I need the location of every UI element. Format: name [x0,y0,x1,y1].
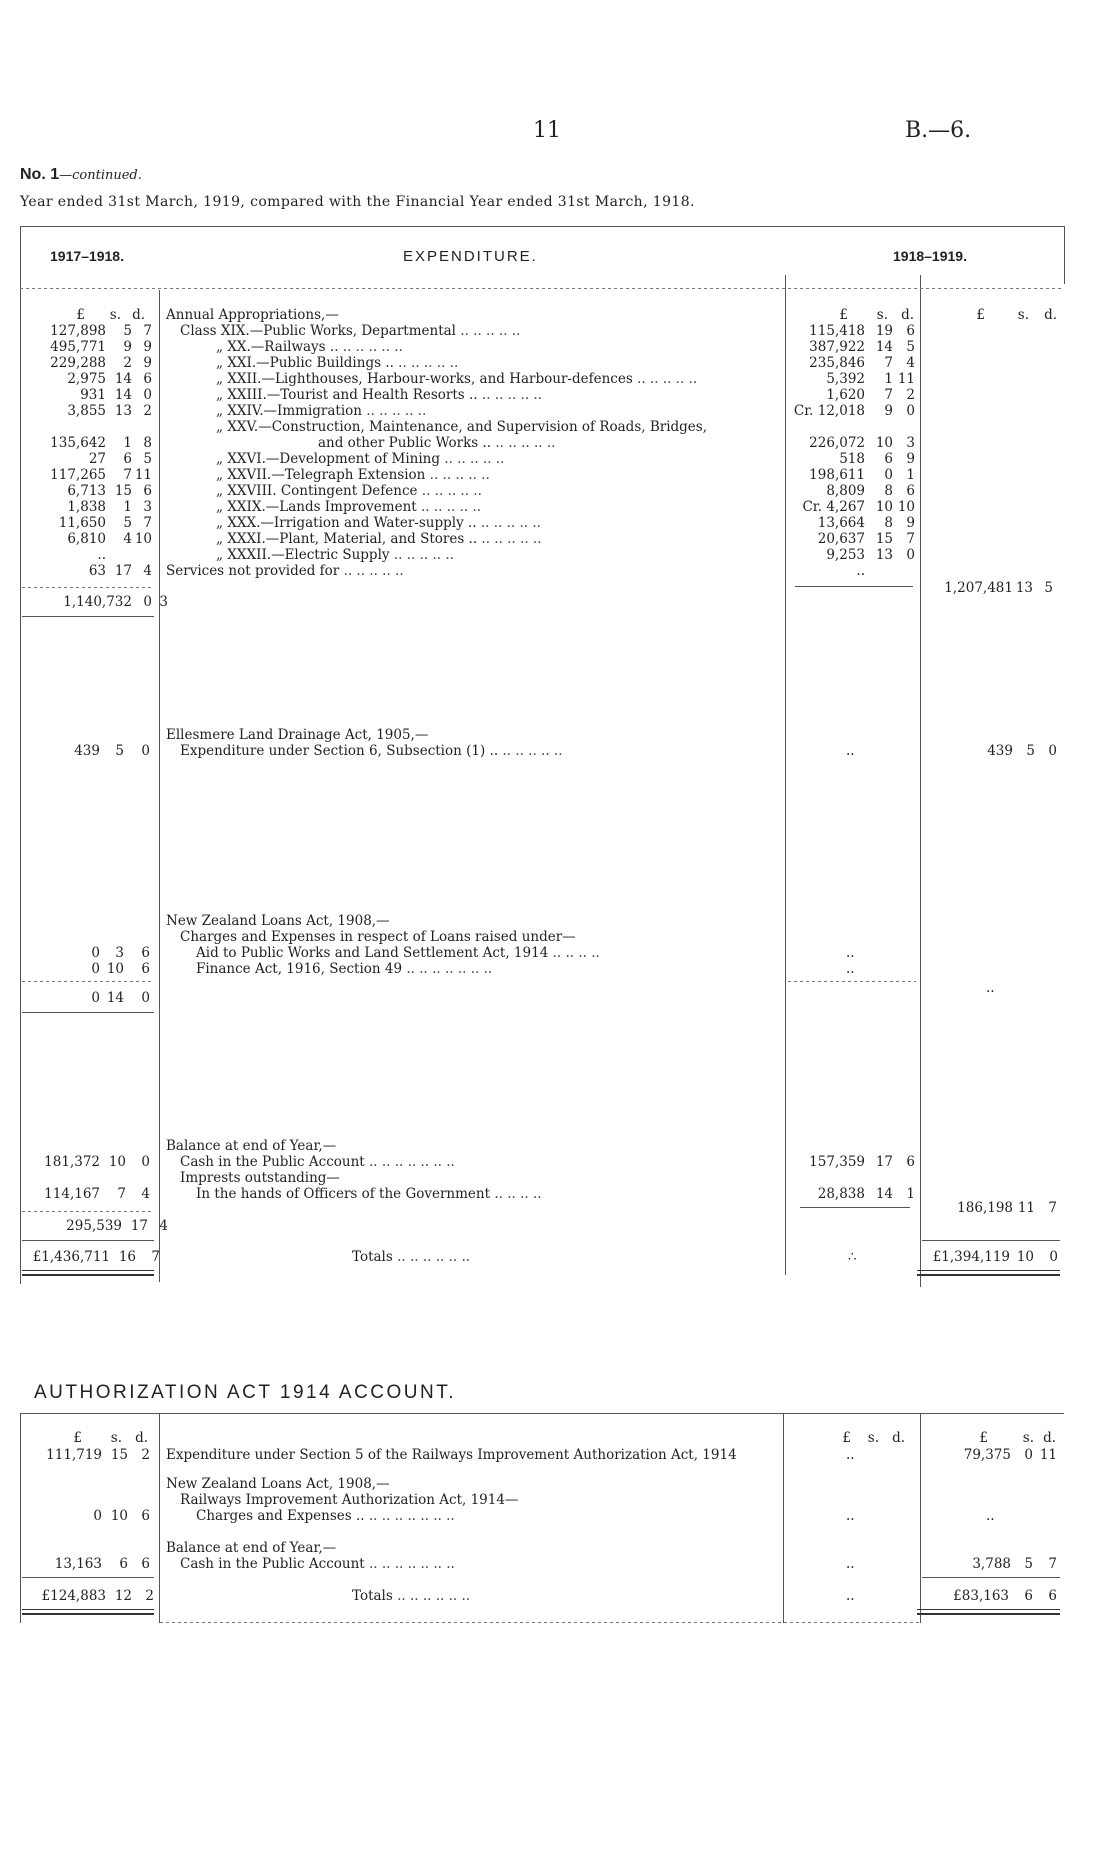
header-1918-1919: 1918–1919. [893,248,967,264]
auth-totals-cur-double-rule-1 [917,1609,1060,1610]
balance-cash-prev: 181,372 10 0 [44,1154,150,1170]
loans-row-2-prev: 0 10 6 [91,961,150,977]
annual-detail-subtotal-rule [795,586,913,587]
auth-loans-line: Charges and Expenses .. .. .. .. .. .. .. .. [196,1508,455,1524]
totals-top-rule-cur [922,1240,1060,1241]
balance-cash: Cash in the Public Account .. .. .. .. .. .. .. [180,1154,455,1170]
auth-row1-cur: 79,375 0 11 [963,1447,1057,1463]
totals-prev: £1,436,711 16 7 [32,1249,160,1265]
annual-row-label: „ XXVI.—Development of Mining .. .. .. .. .. [216,451,505,467]
total-currency-heading: £ s. d. [976,307,1057,323]
auth-totals-double-rule-2 [22,1613,154,1615]
annual-row-label: Class XIX.—Public Works, Departmental .. .. .. .. .. [180,323,521,339]
subtitle: Year ended 31st March, 1919, compared with the Financial Year ended 31st March, 1918. [20,194,695,210]
annual-row-prev: 27 6 5 [88,451,152,467]
annual-row-label: „ XXVII.—Telegraph Extension .. .. .. .. .. [216,467,490,483]
balance-prev-total: 295,539 17 4 [66,1218,168,1234]
header-1917-1918: 1917–1918. [50,248,124,264]
totals-top-rule-prev [22,1240,154,1241]
auth-totals-prev: £124,883 12 2 [41,1588,154,1604]
annual-row-cur: 8,809 8 6 [826,483,915,499]
ellesmere-prev: 439 5 0 [74,743,150,759]
annual-row-cur: 1,620 7 2 [826,387,915,403]
auth-bottom-rule [160,1622,920,1623]
auth-loans-cur: .. [986,1508,995,1524]
loans-row-2-detail: .. [846,961,855,977]
annual-row-label: „ XXII.—Lighthouses, Harbour-works, and Harbour-defences .. .. .. .. .. [216,371,698,387]
loans-row-2: Finance Act, 1916, Section 49 .. .. .. .. .. .. .. [196,961,493,977]
auth-cash-cur: 3,788 5 7 [972,1556,1057,1572]
auth-totals-top-rule-cur [922,1577,1060,1578]
annual-row-label: Services not provided for .. .. .. .. .. [166,563,404,579]
auth-row1-prev: 111,719 15 2 [46,1447,150,1463]
annual-row-prev: 2,975 14 6 [67,371,152,387]
annual-prev-double-rule [22,616,154,617]
loans-prev-subtotal-rule [22,981,154,982]
annual-row-label: „ XXV.—Construction, Maintenance, and Supervision of Roads, Bridges, [216,419,708,435]
totals-row: Totals .. .. .. .. .. .. [352,1249,471,1265]
annual-row-cur: Cr. 12,018 9 0 [793,403,915,419]
annual-row-prev: 6,810 4 10 [67,531,152,547]
annual-row-prev: 1,838 1 3 [67,499,152,515]
auth-cash-detail: .. [846,1556,855,1572]
auth-detail-currency-heading: £ s. d. [842,1430,905,1446]
annual-row-label: and other Public Works .. .. .. .. .. .. [318,435,556,451]
annual-row-cur: 115,418 19 6 [809,323,915,339]
annual-row-cur: Cr. 4,267 10 10 [802,499,915,515]
auth-detail-left-divider [783,1413,784,1623]
annual-row-prev: 117,265 7 11 [50,467,152,483]
document-reference: B.—6. [905,118,972,143]
totals-cur-double-rule-2 [917,1274,1060,1276]
balance-officers-prev: 114,167 7 4 [44,1186,150,1202]
annual-row-prev: 495,771 9 9 [50,339,152,355]
annual-row-cur: 235,846 7 4 [809,355,915,371]
loans-row-1-detail: .. [846,945,855,961]
annual-prev-total: 1,140,732 0 3 [63,594,168,610]
annual-row-cur: 13,664 8 9 [817,515,915,531]
auth-totals-row: Totals .. .. .. .. .. .. [352,1588,471,1604]
loans-cur-total: .. [986,980,995,996]
loans-subheading: Charges and Expenses in respect of Loans raised under— [180,929,576,945]
auth-row1-detail: .. [846,1447,855,1463]
continued-label: —continued. [59,168,142,183]
detail-currency-heading: £ s. d. [839,307,914,323]
ellesmere-line: Expenditure under Section 6, Subsection (1) .. .. .. .. .. .. [180,743,563,759]
annual-row-cur: 387,922 14 5 [809,339,915,355]
detail-col-left-divider [785,275,786,1275]
auth-row1-label: Expenditure under Section 5 of the Railways Improvement Authorization Act, 1914 [166,1447,737,1463]
header-rule [20,288,1064,289]
totals-double-rule-1 [22,1270,154,1271]
auth-cash-line: Cash in the Public Account .. .. .. .. .. .. .. [180,1556,455,1572]
authorization-title: AUTHORIZATION ACT 1914 ACCOUNT. [34,1382,457,1403]
auth-totals-cur: £83,163 6 6 [953,1588,1057,1604]
annual-row-label: „ XXIV.—Immigration .. .. .. .. .. [216,403,427,419]
auth-prev-currency-heading: £ s. d. [73,1430,148,1446]
auth-top-rule [20,1413,1064,1414]
annual-row-label: „ XXXII.—Electric Supply .. .. .. .. .. [216,547,454,563]
totals-cur-double-rule-1 [917,1270,1060,1271]
balance-officers: In the hands of Officers of the Government .. .. .. .. [196,1186,542,1202]
annual-row-label: „ XXXI.—Plant, Material, and Stores .. .. .. .. .. .. [216,531,542,547]
auth-left-border [20,1413,21,1623]
auth-loans-detail: .. [846,1508,855,1524]
balance-cash-cur: 157,359 17 6 [809,1154,915,1170]
annual-row-prev: 127,898 5 7 [50,323,152,339]
loans-prev-total: 0 14 0 [91,990,150,1006]
annual-row-cur: 198,611 0 1 [809,467,915,483]
balance-officers-cur: 28,838 14 1 [817,1186,915,1202]
annual-row-label: „ XXVIII. Contingent Defence .. .. .. .. .. [216,483,482,499]
annual-row-cur: 9,253 13 0 [826,547,915,563]
prev-col-divider [159,290,160,1282]
loans-prev-double-rule [22,1012,154,1013]
annual-row-prev: 63 17 4 [88,563,152,579]
annual-row-prev: 11,650 5 7 [58,515,152,531]
right-border [1064,226,1065,284]
totals-detail: ∴ [848,1249,857,1265]
loans-row-1: Aid to Public Works and Land Settlement Act, 1914 .. .. .. .. [196,945,600,961]
auth-prev-divider [159,1413,160,1623]
annual-row-prev: 3,855 13 2 [67,403,152,419]
annual-row-cur: 518 6 9 [839,451,915,467]
totals-cur: £1,394,119 10 0 [932,1249,1058,1265]
table-top-rule [20,226,1064,227]
annual-row-label: „ XXIII.—Tourist and Health Resorts .. .. .. .. .. .. [216,387,542,403]
auth-loans-prev: 0 10 6 [93,1508,150,1524]
table-title [20,164,142,184]
balance-imprests: Imprests outstanding— [180,1170,340,1186]
table-number: No. 1 [20,166,60,183]
auth-loans-sub: Railways Improvement Authorization Act, 1914— [180,1492,519,1508]
balance-cur-total: 186,198 11 7 [957,1200,1057,1216]
ellesmere-heading: Ellesmere Land Drainage Act, 1905,— [166,727,429,743]
header-expenditure: EXPENDITURE. [403,248,538,265]
auth-balance-heading: Balance at end of Year,— [166,1540,337,1556]
loans-detail-subtotal-rule [788,981,916,982]
auth-loans-heading: New Zealand Loans Act, 1908,— [166,1476,390,1492]
annual-row-label: „ XX.—Railways .. .. .. .. .. .. [216,339,403,355]
annual-row-label: „ XXI.—Public Buildings .. .. .. .. .. .. [216,355,459,371]
ellesmere-detail: .. [846,743,855,759]
annual-row-cur: .. [856,563,865,579]
balance-prev-subtotal-rule [22,1211,154,1212]
annual-row-cur: 226,072 10 3 [809,435,915,451]
annual-prev-subtotal-rule [22,587,154,588]
page-number: 11 [533,118,561,143]
auth-totals-detail: .. [846,1588,855,1604]
auth-totals-cur-double-rule-2 [917,1613,1060,1615]
loans-row-1-prev: 0 3 6 [91,945,150,961]
annual-row-prev: .. [97,547,106,563]
annual-heading: Annual Appropriations,— [166,307,339,323]
detail-col-right-divider [920,275,921,1287]
loans-heading: New Zealand Loans Act, 1908,— [166,913,390,929]
annual-row-prev: 6,713 15 6 [67,483,152,499]
auth-totals-double-rule-1 [22,1609,154,1610]
annual-row-cur: 20,637 15 7 [817,531,915,547]
annual-row-prev: 135,642 1 8 [50,435,152,451]
prev-currency-heading: £ s. d. [76,307,145,323]
annual-row-label: „ XXIX.—Lands Improvement .. .. .. .. .. [216,499,482,515]
totals-double-rule-2 [22,1274,154,1276]
balance-detail-rule [800,1207,910,1208]
annual-row-prev: 931 14 0 [80,387,152,403]
annual-row-prev: 229,288 2 9 [50,355,152,371]
annual-row-label: „ XXX.—Irrigation and Water-supply .. .. .. .. .. .. [216,515,541,531]
balance-heading: Balance at end of Year,— [166,1138,337,1154]
left-border [20,226,21,1284]
annual-cur-total: 1,207,481 13 5 [944,580,1053,596]
auth-cash-prev: 13,163 6 6 [54,1556,150,1572]
auth-totals-top-rule-prev [22,1577,154,1578]
auth-total-currency-heading: £ s. d. [979,1430,1056,1446]
ellesmere-cur-total: 439 5 0 [987,743,1057,759]
annual-row-cur: 5,392 1 11 [826,371,915,387]
